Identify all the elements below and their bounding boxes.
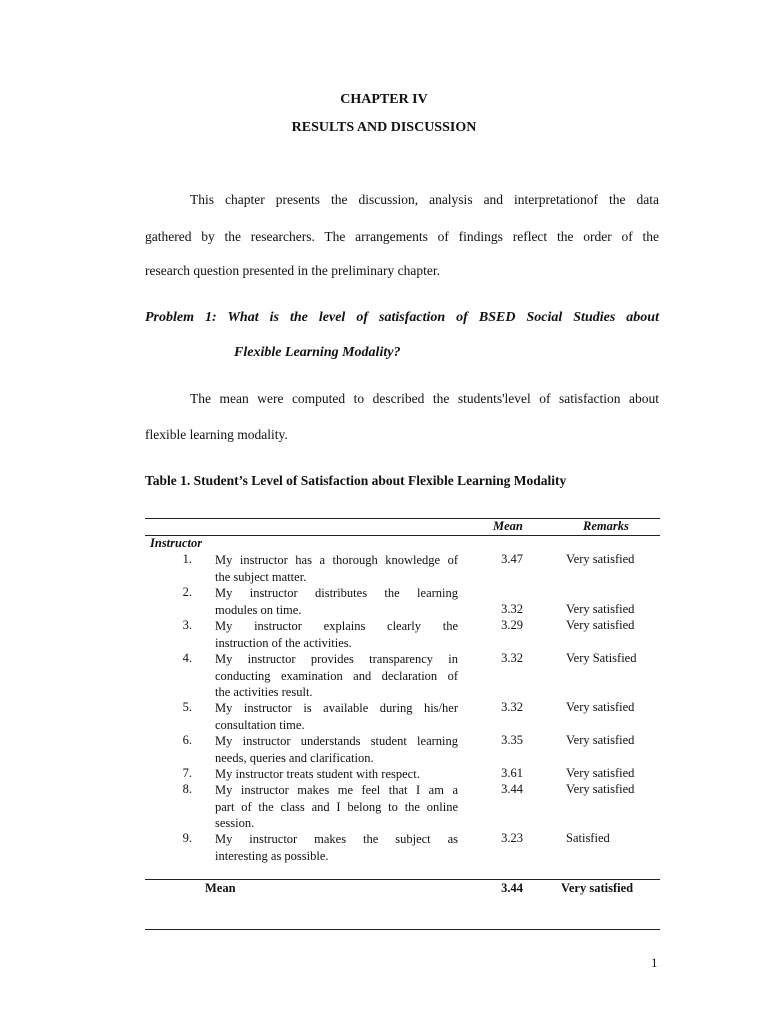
table-row-number: 4. xyxy=(182,651,192,665)
statement-line: My instructor has a thorough knowledge of xyxy=(215,553,458,567)
table-row-statement xyxy=(215,782,458,832)
table-row-number: 3. xyxy=(182,618,192,632)
table-bottom-rule xyxy=(145,929,660,930)
intro-line-2: gathered by the researchers. The arrangements of findings reflect the order of the xyxy=(145,229,659,244)
statement-line: My instructor is available during his/her xyxy=(215,701,458,715)
table-row-statement xyxy=(215,585,458,618)
table-row-mean: 3.47 xyxy=(501,552,523,566)
group-label-instructor: Instructor xyxy=(150,536,203,550)
table-summary-rule xyxy=(145,879,660,880)
table-row-number: 1. xyxy=(182,552,192,566)
table-row-mean: 3.44 xyxy=(501,782,523,796)
statement-line: My instructor explains clearly the xyxy=(215,619,458,633)
table-caption: Table 1. Student’s Level of Satisfaction about Flexible Learning Modality xyxy=(145,473,567,488)
col-header-remarks: Remarks xyxy=(583,519,629,533)
table-row-mean: 3.35 xyxy=(501,733,523,747)
table-row-remark: Very satisfied xyxy=(566,618,635,632)
table-row-mean: 3.32 xyxy=(501,601,523,616)
statement-line: My instructor distributes the learning xyxy=(215,586,458,600)
intro-paragraph xyxy=(145,192,659,208)
statement-line: My instructor provides transparency in xyxy=(215,652,458,666)
problem-line-2: Flexible Learning Modality? xyxy=(234,345,401,360)
statement-line: modules on time. xyxy=(215,602,302,617)
statement-line: conducting examination and declaration of xyxy=(215,668,458,683)
table-row-number: 7. xyxy=(182,766,192,780)
table-row-mean: 3.32 xyxy=(501,700,523,714)
table-row-statement xyxy=(215,651,458,701)
table-row-remark: Very satisfied xyxy=(566,700,635,714)
table-row-number: 9. xyxy=(182,831,192,845)
intro-line-3: research question presented in the preliminary chapter. xyxy=(145,263,441,278)
chapter-label: CHAPTER IV xyxy=(340,92,428,107)
summary-label: Mean xyxy=(205,881,236,895)
chapter-title: RESULTS AND DISCUSSION xyxy=(291,120,477,135)
summary-remark: Very satisfied xyxy=(561,881,634,895)
statement-line: consultation time. xyxy=(215,717,305,732)
table-header-rule xyxy=(145,535,660,536)
table-row-statement xyxy=(215,618,458,651)
table-row-statement xyxy=(215,552,458,585)
table-row-remark: Very satisfied xyxy=(566,552,635,566)
statement-line: My instructor understands student learning xyxy=(215,734,458,748)
statement-line: My instructor makes me feel that I am a xyxy=(215,783,458,797)
statement-line: My instructor treats student with respect. xyxy=(215,767,420,781)
table-row-remark: Satisfied xyxy=(566,831,610,845)
table-row-remark: Very satisfied xyxy=(566,766,635,780)
table-row-number: 5. xyxy=(182,700,192,714)
table-row-mean: 3.23 xyxy=(501,831,523,845)
table-row-number: 6. xyxy=(182,733,192,747)
table-row-mean: 3.29 xyxy=(501,618,523,632)
statement-line: session. xyxy=(215,816,255,830)
statement-line: instruction of the activities. xyxy=(215,635,352,650)
table-row-remark: Very satisfied xyxy=(566,601,635,616)
table-row-number: 8. xyxy=(182,782,192,796)
statement-line: interesting as possible. xyxy=(215,848,329,863)
statement-line: part of the class and I belong to the online xyxy=(215,799,458,814)
statement-line: My instructor makes the subject as xyxy=(215,832,458,846)
table-row-number: 2. xyxy=(182,585,192,599)
table-row-statement xyxy=(215,733,458,766)
table-row-remark: Very satisfied xyxy=(566,733,635,747)
statement-line: the activities result. xyxy=(215,685,313,699)
method-line-1: The mean were computed to described the students'level of satisfaction about xyxy=(190,391,659,406)
table-row-statement xyxy=(215,766,458,783)
table-row-remark: Very Satisfied xyxy=(566,651,637,665)
table-row-statement xyxy=(215,700,458,733)
table-row-mean: 3.32 xyxy=(501,651,523,665)
table-row-mean: 3.61 xyxy=(501,766,523,780)
col-header-mean: Mean xyxy=(493,519,523,533)
table-row-statement xyxy=(215,831,458,864)
summary-mean: 3.44 xyxy=(501,881,523,895)
problem-line-1: Problem 1: What is the level of satisfaction of BSED Social Studies about xyxy=(145,310,659,325)
intro-line-1: This chapter presents the discussion, analysis and interpretationof the data xyxy=(190,192,659,207)
method-line-2: flexible learning modality. xyxy=(145,427,288,442)
page-number: 1 xyxy=(651,955,658,970)
statement-line: the subject matter. xyxy=(215,569,307,584)
table-row-remark: Very satisfied xyxy=(566,782,635,796)
statement-line: needs, queries and clarification. xyxy=(215,750,374,765)
